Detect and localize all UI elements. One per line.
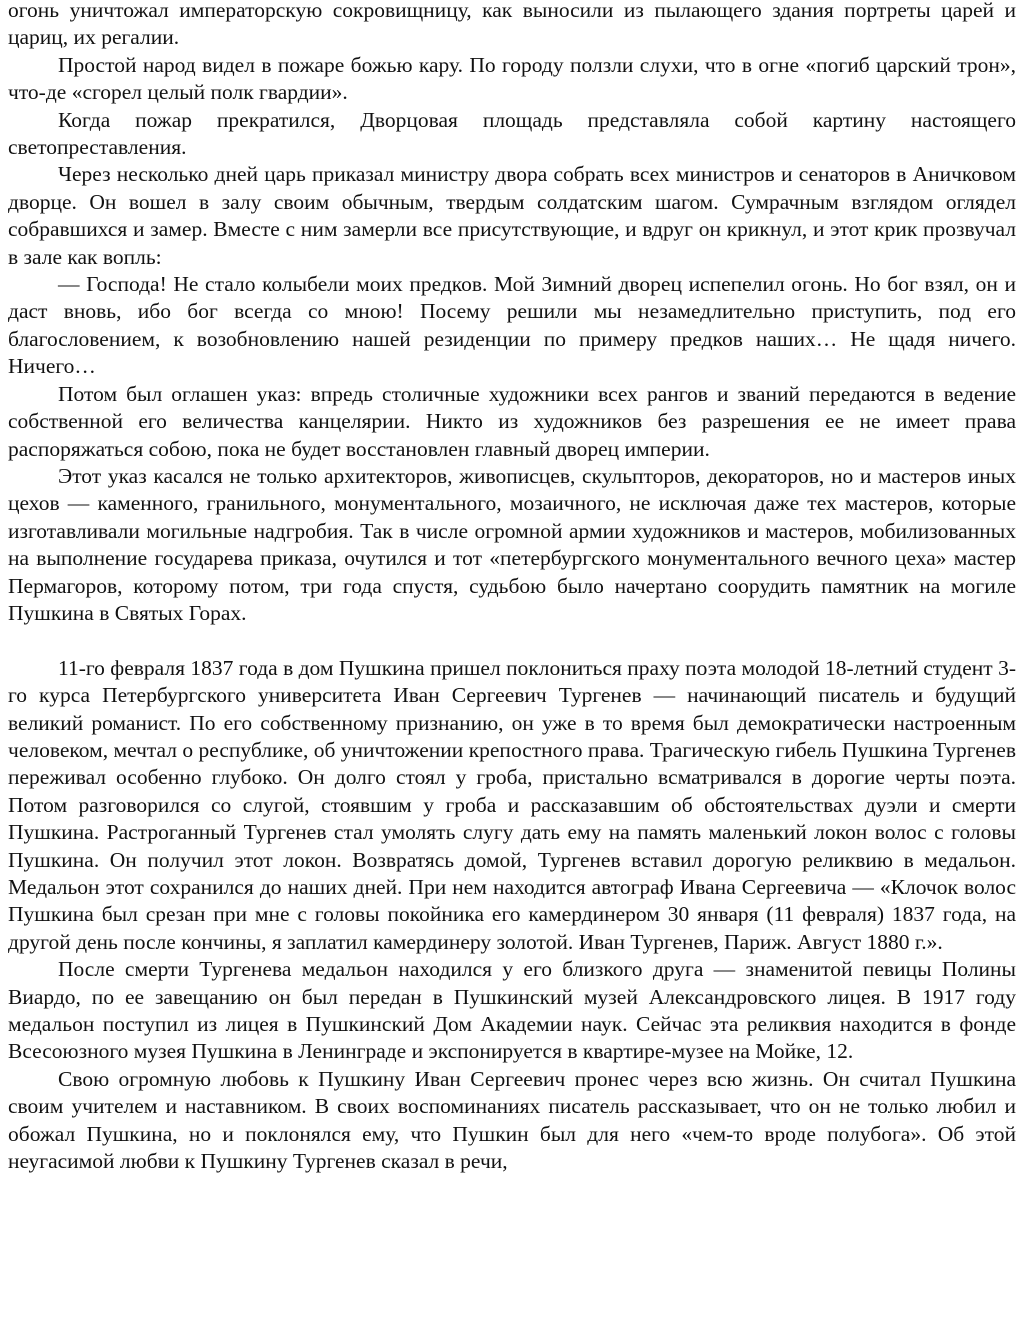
paragraph: Через несколько дней царь приказал министру двора собрать всех министров и сенаторов в Аничковом дворце. Он вошел в залу своим обычным, твердым солдатским шагом. Сумрачным взглядом оглядел собравшихся и замер. Вместе с ним замерли все присутствующие, и вдруг он крикнул, и этот крик прозвучал в зале как вопль: [8, 162, 1016, 269]
paragraph: Этот указ касался не только архитекторов, живописцев, скульпторов, декораторов, но и мастеров иных цехов — каменного, гранильного, монументального, мозаичного, не исключая даже тех мастеров, которые изготавливали могильные надгробия. Так в числе огромной армии художников и мастеров, мобилизованных на выполнение государева приказа, очутился и тот «петербургского монументального вечного цеха» мастер Пермагоров, которому потом, три года спустя, судьбою было начертано соорудить памятник на могиле Пушкина в Святых Горах. [8, 463, 1016, 625]
paragraph: — Господа! Не стало колыбели моих предков. Мой Зимний дворец испепелил огонь. Но бог взял, он и даст вновь, ибо бог всегда со мною! Посему решили мы незамедлительно приступить, под его благословением, к возобновлению нашей резиденции по примеру предков наших… Не щадя ничего. Ничего… [8, 272, 1016, 379]
paragraph: Когда пожар прекратился, Дворцовая площадь представляла собой картину настоящего светопреставления. [8, 107, 1016, 160]
paragraph: Потом был оглашен указ: впредь столичные художники всех рангов и званий передаются в ведение собственной его величества канцелярии. Никто из художников без разрешения ее не имеет права распоряжаться собою, пока не будет восстановлен главный дворец империи. [8, 381, 1016, 461]
paragraph: Простой народ видел в пожаре божью кару. По городу ползли слухи, что в огне «погиб царский трон», что-де «сгорел целый полк гвардии». [8, 52, 1016, 105]
section-1 [8, 0, 1016, 627]
paragraph: огонь уничтожал императорскую сокровищницу, как выносили из пылающего здания портреты царей и цариц, их регалии. [8, 0, 1016, 50]
paragraph: 11-го февраля 1837 года в дом Пушкина пришел поклониться праху поэта молодой 18-летний студент 3-го курса Петербургского университета Иван Сергеевич Тургенев — начинающий писатель и будущий великий романист. По его собственному признанию, он уже в то время был демократически настроенным человеком, мечтал о республике, об уничтожении крепостного права. Трагическую гибель Пушкина Тургенев переживал особенно глубоко. Он долго стоял у гроба, пристально всматривался в дорогие черты поэта. Потом разговорился со слугой, стоявшим у гроба и рассказавшим об обстоятельствах дуэли и смерти Пушкина. Растроганный Тургенев стал умолять слугу дать ему на память маленький локон волос с головы Пушкина. Он получил этот локон. Возвратясь домой, Тургенев вставил дорогую реликвию в медальон. Медальон этот сохранился до наших дней. При нем находится автограф Ивана Сергеевича — «Клочок волос Пушкина был срезан при мне с головы покойника его камердинером 30 января (11 февраля) 1837 года, на другой день после кончины, я заплатил камердинеру золотой. Иван Тургенев, Париж. Август 1880 г.». [8, 655, 1016, 954]
document-page [8, 0, 1016, 1175]
section-2 [8, 655, 1016, 1176]
paragraph: После смерти Тургенева медальон находился у его близкого друга — знаменитой певицы Полины Виардо, по ее завещанию он был передан в Пушкинский музей Александровского лицея. В 1917 году медальон поступил из лицея в Пушкинский Дом Академии наук. Сейчас эта реликвия находится в фонде Всесоюзного музея Пушкина в Ленинграде и экспонируется в квартире-музее на Мойке, 12. [8, 957, 1016, 1064]
section-break [8, 627, 1016, 654]
paragraph: Свою огромную любовь к Пушкину Иван Сергеевич пронес через всю жизнь. Он считал Пушкина своим учителем и наставником. В своих воспоминаниях писатель рассказывает, что он не только любил и обожал Пушкина, но и поклонялся ему, что Пушкин был для него «чем-то вроде полубога». Об этой неугасимой любви к Пушкину Тургенев сказал в речи, [8, 1066, 1016, 1174]
